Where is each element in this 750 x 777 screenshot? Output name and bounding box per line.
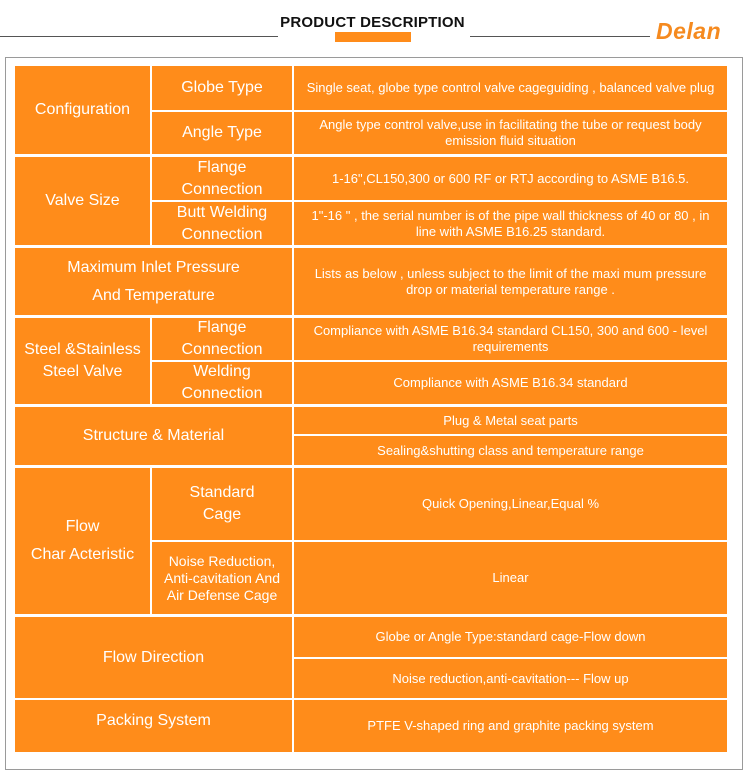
steel-flange-desc: Compliance with ASME B16.34 standard CL150, 300 and 600 - level requirements [294, 318, 727, 360]
globe-type-label: Globe Type [152, 66, 292, 110]
flow-direction-label: Flow Direction [15, 617, 292, 698]
flow-characteristic-label-line1: Flow [65, 518, 100, 535]
structure-material-label: Structure & Material [15, 407, 292, 465]
flow-direction-desc-down: Globe or Angle Type:standard cage-Flow down [294, 617, 727, 657]
butt-welding-desc: 1"-16 " , the serial number is of the pipe wall thickness of 40 or 80 , in line with ASME B16.25 standard. [294, 202, 727, 245]
page-title: PRODUCT DESCRIPTION [280, 14, 465, 31]
valve-size-label: Valve Size [15, 157, 150, 245]
noise-reduction-cage-label: Noise Reduction, Anti-cavitation And Air Defense Cage [152, 542, 292, 614]
packing-system-label: Packing System [15, 700, 292, 752]
flange-connection-desc: 1-16",CL150,300 or 600 RF or RTJ according to ASME B16.5. [294, 157, 727, 200]
steel-valve-label: Steel &Stainless Steel Valve [15, 318, 150, 404]
structure-desc-sealing: Sealing&shutting class and temperature range [294, 436, 727, 465]
noise-reduction-cage-desc: Linear [294, 542, 727, 614]
steel-welding-desc: Compliance with ASME B16.34 standard [294, 362, 727, 404]
max-pressure-desc: Lists as below , unless subject to the limit of the maxi mum pressure drop or material temperature range . [294, 248, 727, 315]
steel-flange-label: Flange Connection [152, 318, 292, 360]
max-pressure-label [15, 248, 292, 315]
butt-welding-label: Butt Welding Connection [152, 202, 292, 245]
flow-characteristic-label [15, 468, 150, 614]
packing-system-desc: PTFE V-shaped ring and graphite packing system [294, 700, 727, 752]
header-divider-left [0, 36, 278, 37]
flow-direction-desc-up: Noise reduction,anti-cavitation--- Flow up [294, 659, 727, 698]
steel-welding-label: Welding Connection [152, 362, 292, 404]
standard-cage-desc: Quick Opening,Linear,Equal % [294, 468, 727, 540]
standard-cage-label: Standard Cage [152, 468, 292, 540]
flow-characteristic-label-line2: Char Acteristic [30, 546, 135, 563]
header-accent-bar [335, 32, 411, 42]
delan-logo: Delan [656, 18, 722, 44]
header-divider-right [470, 36, 650, 37]
globe-type-desc: Single seat, globe type control valve cageguiding , balanced valve plug [294, 66, 727, 110]
max-pressure-label-line1: Maximum Inlet Pressure [67, 258, 240, 276]
structure-desc-plug: Plug & Metal seat parts [294, 407, 727, 434]
configuration-label: Configuration [15, 66, 150, 154]
flange-connection-label: Flange Connection [152, 157, 292, 200]
max-pressure-label-line2: And Temperature [92, 286, 215, 304]
angle-type-desc: Angle type control valve,use in facilitating the tube or request body emission fluid situation [294, 112, 727, 154]
angle-type-label: Angle Type [152, 112, 292, 154]
page-header [0, 0, 750, 56]
